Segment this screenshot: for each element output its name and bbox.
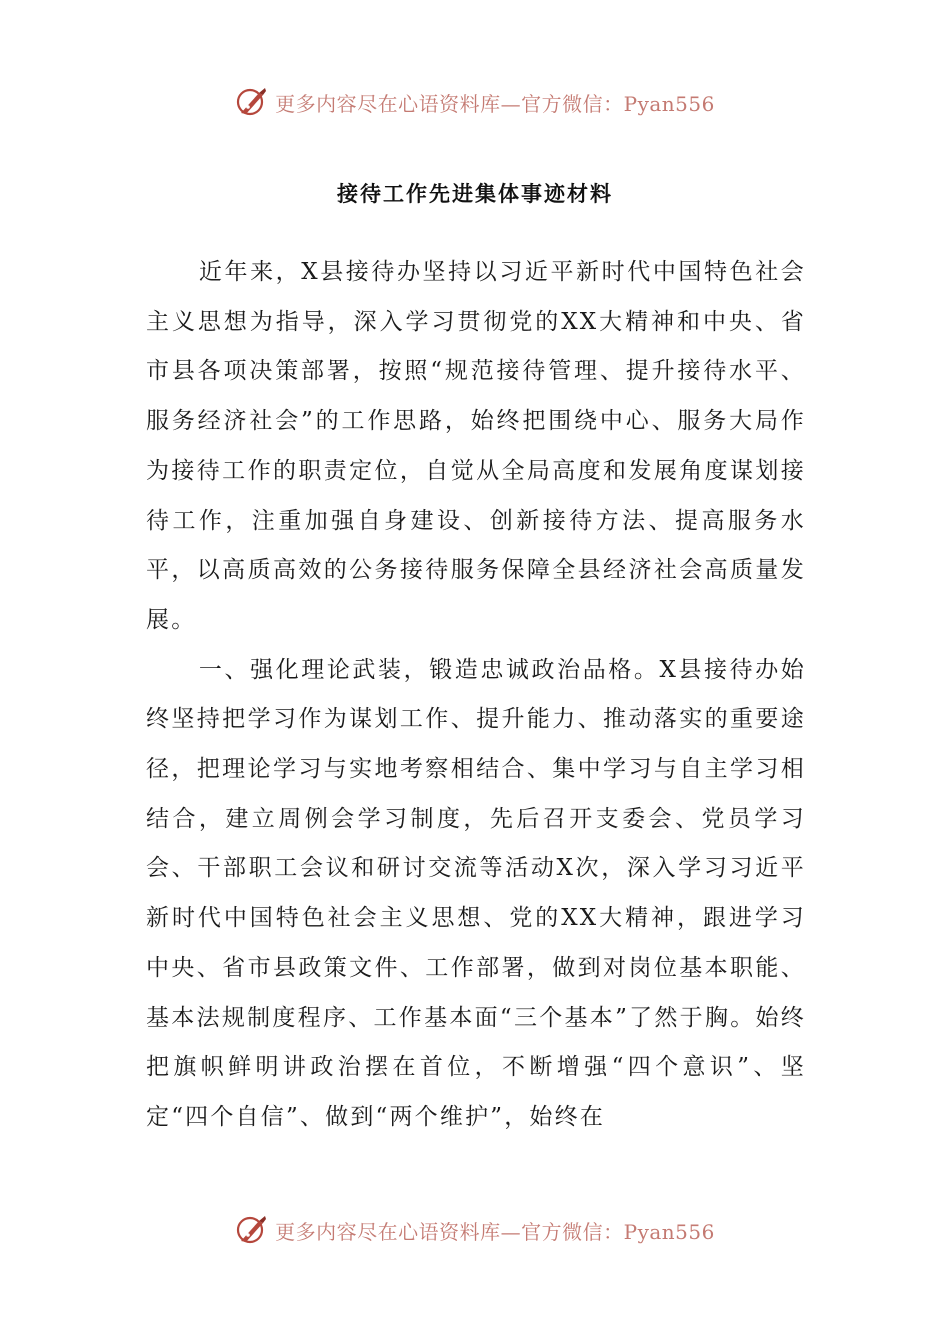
pen-nib-circle-icon (235, 85, 269, 119)
body-paragraph-section-one: 一、强化理论武装，锻造忠诚政治品格。X县接待办始终坚持把学习作为谋划工作、提升能力、推动落实的重要途径，把理论学习与实地考察相结合、集中学习与自主学习相结合，建立周例会学习制度，先后召开支委会、党员学习会、干部职工会议和研讨交流等活动X次，深入学习习近平新时代中国特色社会主义思想、党的XX大精神，跟进学习中央、省市县政策文件、工作部署，做到对岗位基本职能、基本法规制度程序、工作基本面“三个基本”了然于胸。始终把旗帜鲜明讲政治摆在首位，不断增强“四个意识”、坚定“四个自信”、做到“两个维护”，始终在 (146, 656, 806, 1130)
header-watermark-text: 更多内容尽在心语资料库—官方微信：Pyan556 (275, 91, 715, 116)
body-paragraph-intro: 近年来，X县接待办坚持以习近平新时代中国特色社会主义思想为指导，深入学习贯彻党的XX大精神和中央、省市县各项决策部署，按照“规范接待管理、提升接待水平、服务经济社会”的工作思路，始终把围绕中心、服务大局作为接待工作的职责定位，自觉从全局高度和发展角度谋划接待工作，注重加强自身建设、创新接待方法、提高服务水平，以高质高效的公务接待服务保障全县经济社会高质量发展。 (146, 259, 806, 633)
document-body (146, 248, 806, 1143)
header-watermark-banner (0, 80, 950, 124)
pen-nib-circle-icon (235, 1213, 269, 1247)
footer-watermark-banner (0, 1208, 950, 1252)
footer-watermark-text: 更多内容尽在心语资料库—官方微信：Pyan556 (275, 1219, 715, 1244)
document-title: 接待工作先进集体事迹材料 (337, 182, 613, 206)
